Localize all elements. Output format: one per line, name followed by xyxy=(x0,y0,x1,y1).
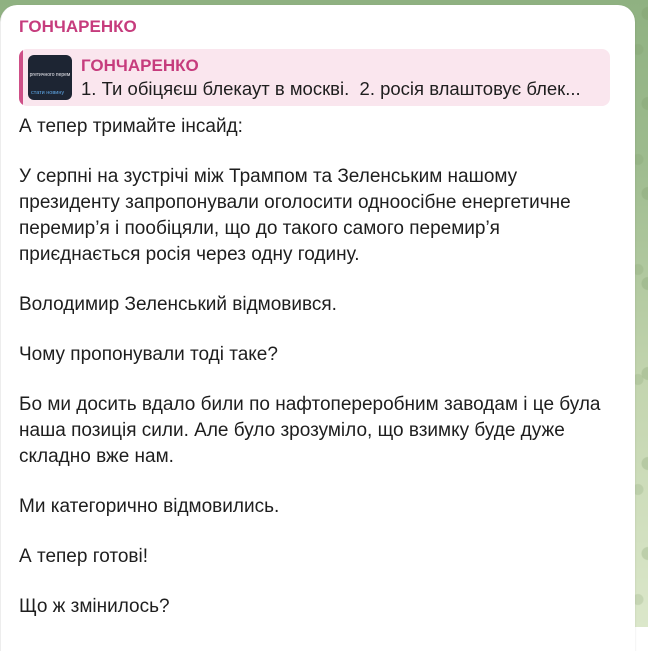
paragraph: А тепер готові! xyxy=(19,546,149,567)
reply-preview[interactable] xyxy=(19,49,610,106)
paragraph: Чому пропонували тоді таке? xyxy=(19,344,278,365)
paragraph: Ми категорично відмовились. xyxy=(19,496,280,517)
paragraph: У серпні на зустрічі між Трампом та Зеленським нашому президенту запропонували оголосити одноосібне енергетичне перемир’я і пообіцяли, що до такого самого перемир’я приєднається росія через одну годину. xyxy=(19,166,571,265)
reply-accent-bar xyxy=(19,49,23,106)
paragraph: Володимир Зеленський відмовився. xyxy=(19,294,337,315)
reply-thumbnail-text: ргетичного перем xyxy=(29,72,71,78)
reply-content xyxy=(81,55,602,101)
paragraph: Бо ми досить вдало били по нафтопереробним заводам і це була наша позиція сили. Але було зрозуміло, що взимку буде дуже складно вже нам. xyxy=(19,394,601,467)
reply-quote-text: 1. Ти обіцяєш блекаут в москві. 2. росія влаштовує блек... xyxy=(81,77,581,99)
paragraph: Що ж змінилось? xyxy=(19,596,170,617)
paragraph: А тепер тримайте інсайд: xyxy=(19,116,243,137)
reply-thumbnail-link-text: стати новину xyxy=(31,90,65,96)
message-text xyxy=(19,114,621,620)
reply-channel-name: ГОНЧАРЕНКО xyxy=(81,55,199,75)
reply-thumbnail xyxy=(28,55,72,100)
channel-name[interactable]: ГОНЧАРЕНКО xyxy=(19,17,137,36)
message-bubble xyxy=(0,5,635,651)
